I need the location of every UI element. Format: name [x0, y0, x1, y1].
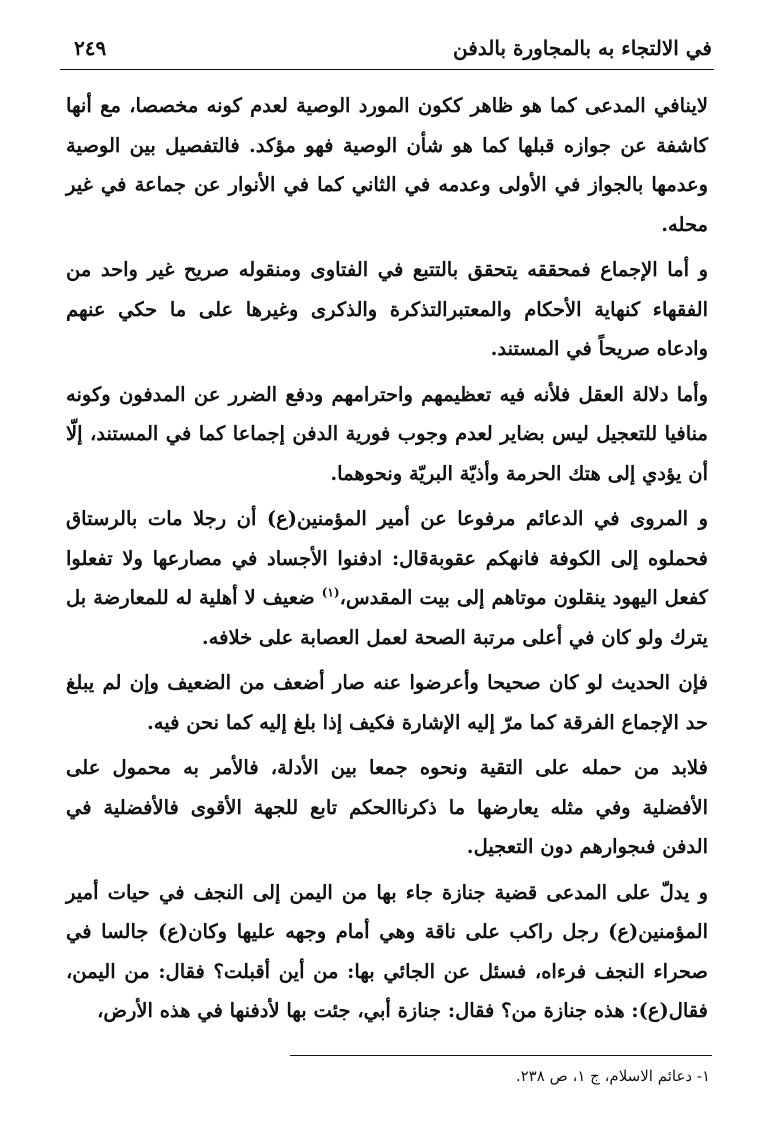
running-title: في الالتجاء به بالمجاورة بالدفن	[452, 36, 712, 60]
page-header	[62, 34, 712, 70]
paragraph-3: وأما دلالة العقل فلأنه فيه تعظيمهم واحترامهم ودفع الضرر عن المدفون وكونه منافيا للتعجيل ليس بضاير لعدم وجوب فورية الدفن إجماعا كما في المستند، إلّا أن يؤدي إلى هتك الحرمة وأذيّة البريّة ونحوهما.	[66, 382, 708, 485]
paragraph-4	[66, 499, 708, 657]
paragraph-4-continuation: ضعيف لا أهلية له للمعارضة بل يترك ولو كان في أعلى مرتبة الصحة لعمل العصابة على خلافه.	[66, 586, 708, 649]
header-divider	[60, 69, 714, 70]
page-number: ٢٤٩	[74, 36, 107, 60]
paragraph-6: فلابد من حمله على التقية ونحوه جمعا بين الأدلة، فالأمر به محمول على الأفضلية وفي مثله يعارضها ما ذكرناالحكم تابع للجهة الأقوى فالأفضلية في الدفن فىجوارهم دون التعجيل.	[66, 756, 708, 858]
paragraph-7: و يدلّ على المدعى قضية جنازة جاء بها من اليمن إلى النجف في حيات أمير المؤمنين(ع) رجل راكب على ناقة وهي أمام وجهه عليها وكان(ع) جالسا في صحراء النجف فرءاه، فسئل عن الجائي بها: من أين أقبلت؟ فقال: من اليمن، فقال(ع): هذه جنازة من؟ فقال: جنازة أبي، جئت بها لأدفنها في هذه الأرض،	[66, 880, 708, 1022]
footnote-divider	[290, 1055, 712, 1056]
footnote: ١- دعائم الاسلام، ج ١، ص ٢٣٨.	[515, 1067, 710, 1085]
paragraph-1: لاينافي المدعى كما هو ظاهر ككون المورد الوصية لعدم كونه مخصصا، مع أنها كاشفة عن جوازه قبلها كما هو شأن الوصية فهو مؤكد. فالتفصيل بين الوصية وعدمها بالجواز في الأولى وعدمه في الثاني كما في الأنوار عن جماعة في غير محله.	[66, 94, 708, 236]
footnote-marker[interactable]: (١)	[321, 585, 340, 600]
paragraph-2: و أما الإجماع فمحققه يتحقق بالتتبع في الفتاوى ومنقوله صريح غير واحد من الفقهاء كنهاية الأحكام والمعتبرالتذكرة والذكرى وغيرها على ما حكي عنهم وادعاه صريحاً في المستند.	[66, 258, 708, 360]
body-text	[66, 86, 708, 1037]
paragraph-5: فإن الحديث لو كان صحيحا وأعرضوا عنه صار أضعف من الضعيف وإن لم يبلغ حد الإجماع الفرقة كما مرّ إليه الإشارة فكيف إذا بلغ إليه كما نحن فيه.	[66, 671, 708, 734]
paragraph-4-text: و المروى في الدعائم مرفوعا عن أمير المؤمنين(ع) أن رجلا مات بالرستاق فحملوه إلى الكوفة فانهكم عقوبةقال: ادفنوا الأجساد في مصارعها ولا تفعلوا كفعل اليهود ينقلون موتاهم إلى بيت المقدس،	[66, 507, 708, 609]
